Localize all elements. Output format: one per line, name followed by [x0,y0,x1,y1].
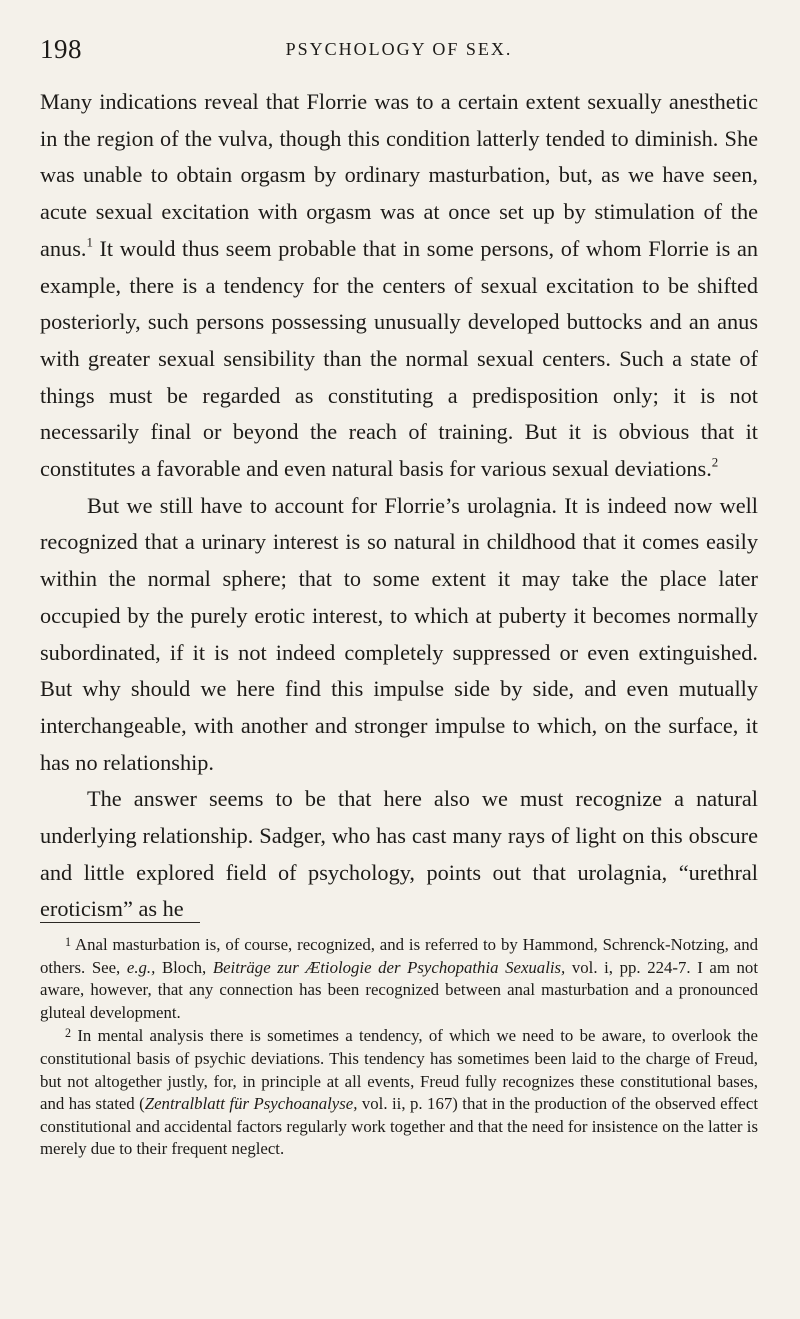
footnote-1-text-c: vol. i, pp. 224-7. I am not aware, however, that any connection has been recognized between anal masturbation and a pronounced gluteal development. [40,957,758,1022]
footnote-2-journal-title: Zentralblatt für Psychoanalyse, [144,1094,358,1114]
footnote-ref-2: 2 [711,454,719,470]
paragraph-1-text: Many indications reveal that Florrie was to a certain extent sexually anesthetic in the region of the vulva, though this condition latterly tended to diminish. She was unable to obtain orgasm by ordinary masturbation, but, as we have seen, acute sexual excitation with orgasm was at once set up by stimulation of the anus. [40,89,758,261]
paragraph-1 [40,84,758,488]
footnote-1-eg: e.g., [126,957,156,977]
paragraph-2: But we still have to account for Florrie’s urolagnia. It is indeed now well recognized that a urinary interest is so natural in childhood that it comes easily within the normal sphere; that to some extent it may take the place later occupied by the purely erotic interest, to which at puberty it becomes normally subordinated, if it is not indeed completely suppressed or even extinguished. But why should we here find this impulse side by side, and even mutually interchangeable, with another and stronger impulse to which, on the surface, it has no relationship. [40,492,758,775]
body-text [40,84,758,928]
paragraph-1-continued: It would thus seem probable that in some persons, of whom Florrie is an example, there is a tendency for the centers of sexual excitation to be shifted posteriorly, such persons possessing unusually developed buttocks and an anus with greater sexual sensibility than the normal sexual centers. Such a state of things must be regarded as constituting a predisposition only; it is not necessarily final or beyond the reach of training. But it is obvious that it constitutes a favorable and even natural basis for various sexual deviations. [40,235,758,482]
footnote-1-book-title: Beiträge zur Ætiologie der Psychopathia Sexualis, [212,957,566,977]
footnote-divider [40,922,200,923]
footnote-2 [40,1025,758,1161]
footnote-2-marker: 2 [65,1026,72,1041]
footnote-1-marker: 1 [65,934,72,949]
running-title: PSYCHOLOGY OF SEX. [285,39,513,59]
footnote-2-text-b: vol. ii, p. 167) that in the production of the observed effect constitutional and accidental factors regularly work together and that the need for insistence on the latter is merely due to their frequent neglect. [40,1094,758,1159]
page-number: 198 [40,34,82,64]
paragraph-3: The answer seems to be that here also we must recognize a natural underlying relationship. Sadger, who has cast many rays of light on this obscure and little explored field of psychology, points out that urolagnia, “urethral eroticism” as he [40,786,758,922]
footnote-1 [40,934,758,1024]
page-header [40,34,758,70]
footnote-1-text-a: Anal masturbation is, of course, recognized, and is referred to by Hammond, Schrenck-Notzing, and others. See, [40,935,758,977]
footnotes [40,934,758,1161]
footnote-1-text-b: Bloch, [155,957,213,977]
footnote-2-text-a: In mental analysis there is sometimes a tendency, of which we need to be aware, to overlook the constitutional basis of psychic deviations. This tendency has sometimes been laid to the charge of Freud, but not altogether justly, for, in principle at all events, Freud fully recognizes these constitutional bases, and has stated ( [40,1026,758,1114]
footnote-ref-1: 1 [86,234,93,250]
